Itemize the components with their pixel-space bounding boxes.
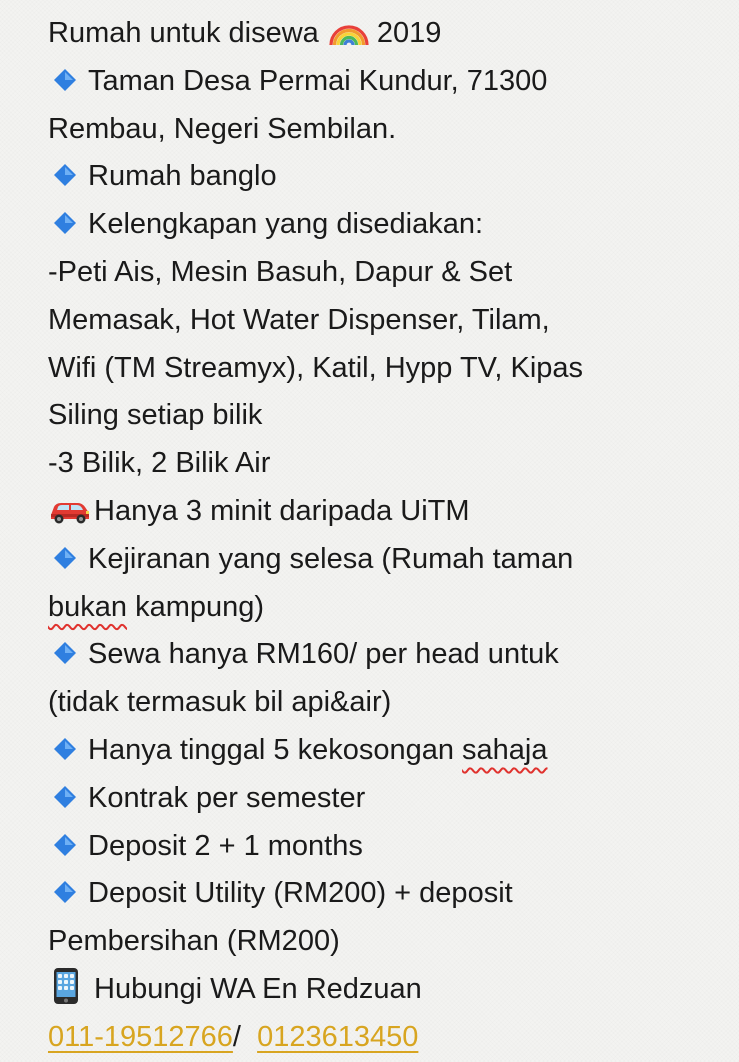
phone-link-1[interactable]: 011-19512766 <box>48 1020 233 1053</box>
rent-text-2: (tidak termasuk bil api&air) <box>48 686 392 719</box>
note-title-year: 2019 <box>376 17 442 49</box>
phone-numbers-line <box>48 1014 728 1062</box>
blue-diamond-icon <box>54 69 76 91</box>
amenities-text-4: Siling setiap bilik <box>48 399 263 432</box>
contract-line <box>48 775 728 823</box>
contact-text: Hubungi WA En Redzuan <box>94 972 422 1005</box>
blue-diamond-icon <box>54 738 76 760</box>
location-line-1 <box>48 58 728 106</box>
contract-text: Kontrak per semester <box>88 781 366 814</box>
phone-link-2[interactable]: 0123613450 <box>257 1020 419 1053</box>
neighbourhood-line-1 <box>48 536 728 584</box>
blue-diamond-icon <box>54 881 76 903</box>
blue-diamond-icon <box>54 547 76 569</box>
contact-line <box>48 966 728 1014</box>
blue-diamond-icon <box>54 834 76 856</box>
blue-diamond-icon <box>54 164 76 186</box>
neighbourhood-line-2 <box>48 584 728 632</box>
location-text-1: Taman Desa Permai Kundur, 71300 <box>88 64 548 97</box>
utility-line-2 <box>48 918 728 966</box>
blue-diamond-icon <box>54 212 76 234</box>
note-body[interactable] <box>48 10 728 1062</box>
house-type-text: Rumah banglo <box>88 160 277 193</box>
location-line-2 <box>48 106 728 154</box>
amenities-line-3 <box>48 345 728 393</box>
amenities-text-2: Memasak, Hot Water Dispenser, Tilam, <box>48 303 550 336</box>
deposit-line <box>48 823 728 871</box>
amenities-heading: Kelengkapan yang disediakan: <box>88 208 484 241</box>
amenities-line-4 <box>48 392 728 440</box>
amenities-heading-line <box>48 201 728 249</box>
rent-text-1: Sewa hanya RM160/ per head untuk <box>88 638 559 671</box>
neighbourhood-text-1: Kejiranan yang selesa (Rumah taman <box>88 542 574 575</box>
utility-line-1 <box>48 870 728 918</box>
rooms-line <box>48 440 728 488</box>
rainbow-icon <box>327 17 371 47</box>
rent-line-1 <box>48 631 728 679</box>
amenities-text-1: -Peti Ais, Mesin Basuh, Dapur & Set <box>48 255 513 288</box>
note-title-line <box>48 10 728 58</box>
utility-text-2: Pembersihan (RM200) <box>48 925 340 958</box>
note-title: Rumah untuk disewa <box>48 17 319 49</box>
vacancy-line <box>48 727 728 775</box>
phone-separator: / <box>232 1020 258 1053</box>
location-text-2: Rembau, Negeri Sembilan. <box>48 112 397 145</box>
distance-text: Hanya 3 minit daripada UiTM <box>94 494 470 527</box>
utility-text-1: Deposit Utility (RM200) + deposit <box>88 877 513 910</box>
rent-line-2 <box>48 679 728 727</box>
spellcheck-word-sahaja[interactable]: sahaja <box>462 733 548 766</box>
blue-diamond-icon <box>54 786 76 808</box>
blue-diamond-icon <box>54 642 76 664</box>
mobile-phone-icon <box>52 968 80 1004</box>
spellcheck-word-bukan[interactable]: bukan <box>48 590 128 623</box>
amenities-line-1 <box>48 249 728 297</box>
amenities-text-3: Wifi (TM Streamyx), Katil, Hypp TV, Kipas <box>48 351 584 384</box>
amenities-line-2 <box>48 297 728 345</box>
neighbourhood-text-2: kampung) <box>127 590 265 623</box>
rooms-text: -3 Bilik, 2 Bilik Air <box>48 447 271 480</box>
distance-line <box>48 488 728 536</box>
house-type-line <box>48 153 728 201</box>
deposit-text: Deposit 2 + 1 months <box>88 829 363 862</box>
vacancy-text: Hanya tinggal 5 kekosongan <box>88 733 463 766</box>
car-icon <box>48 495 92 525</box>
